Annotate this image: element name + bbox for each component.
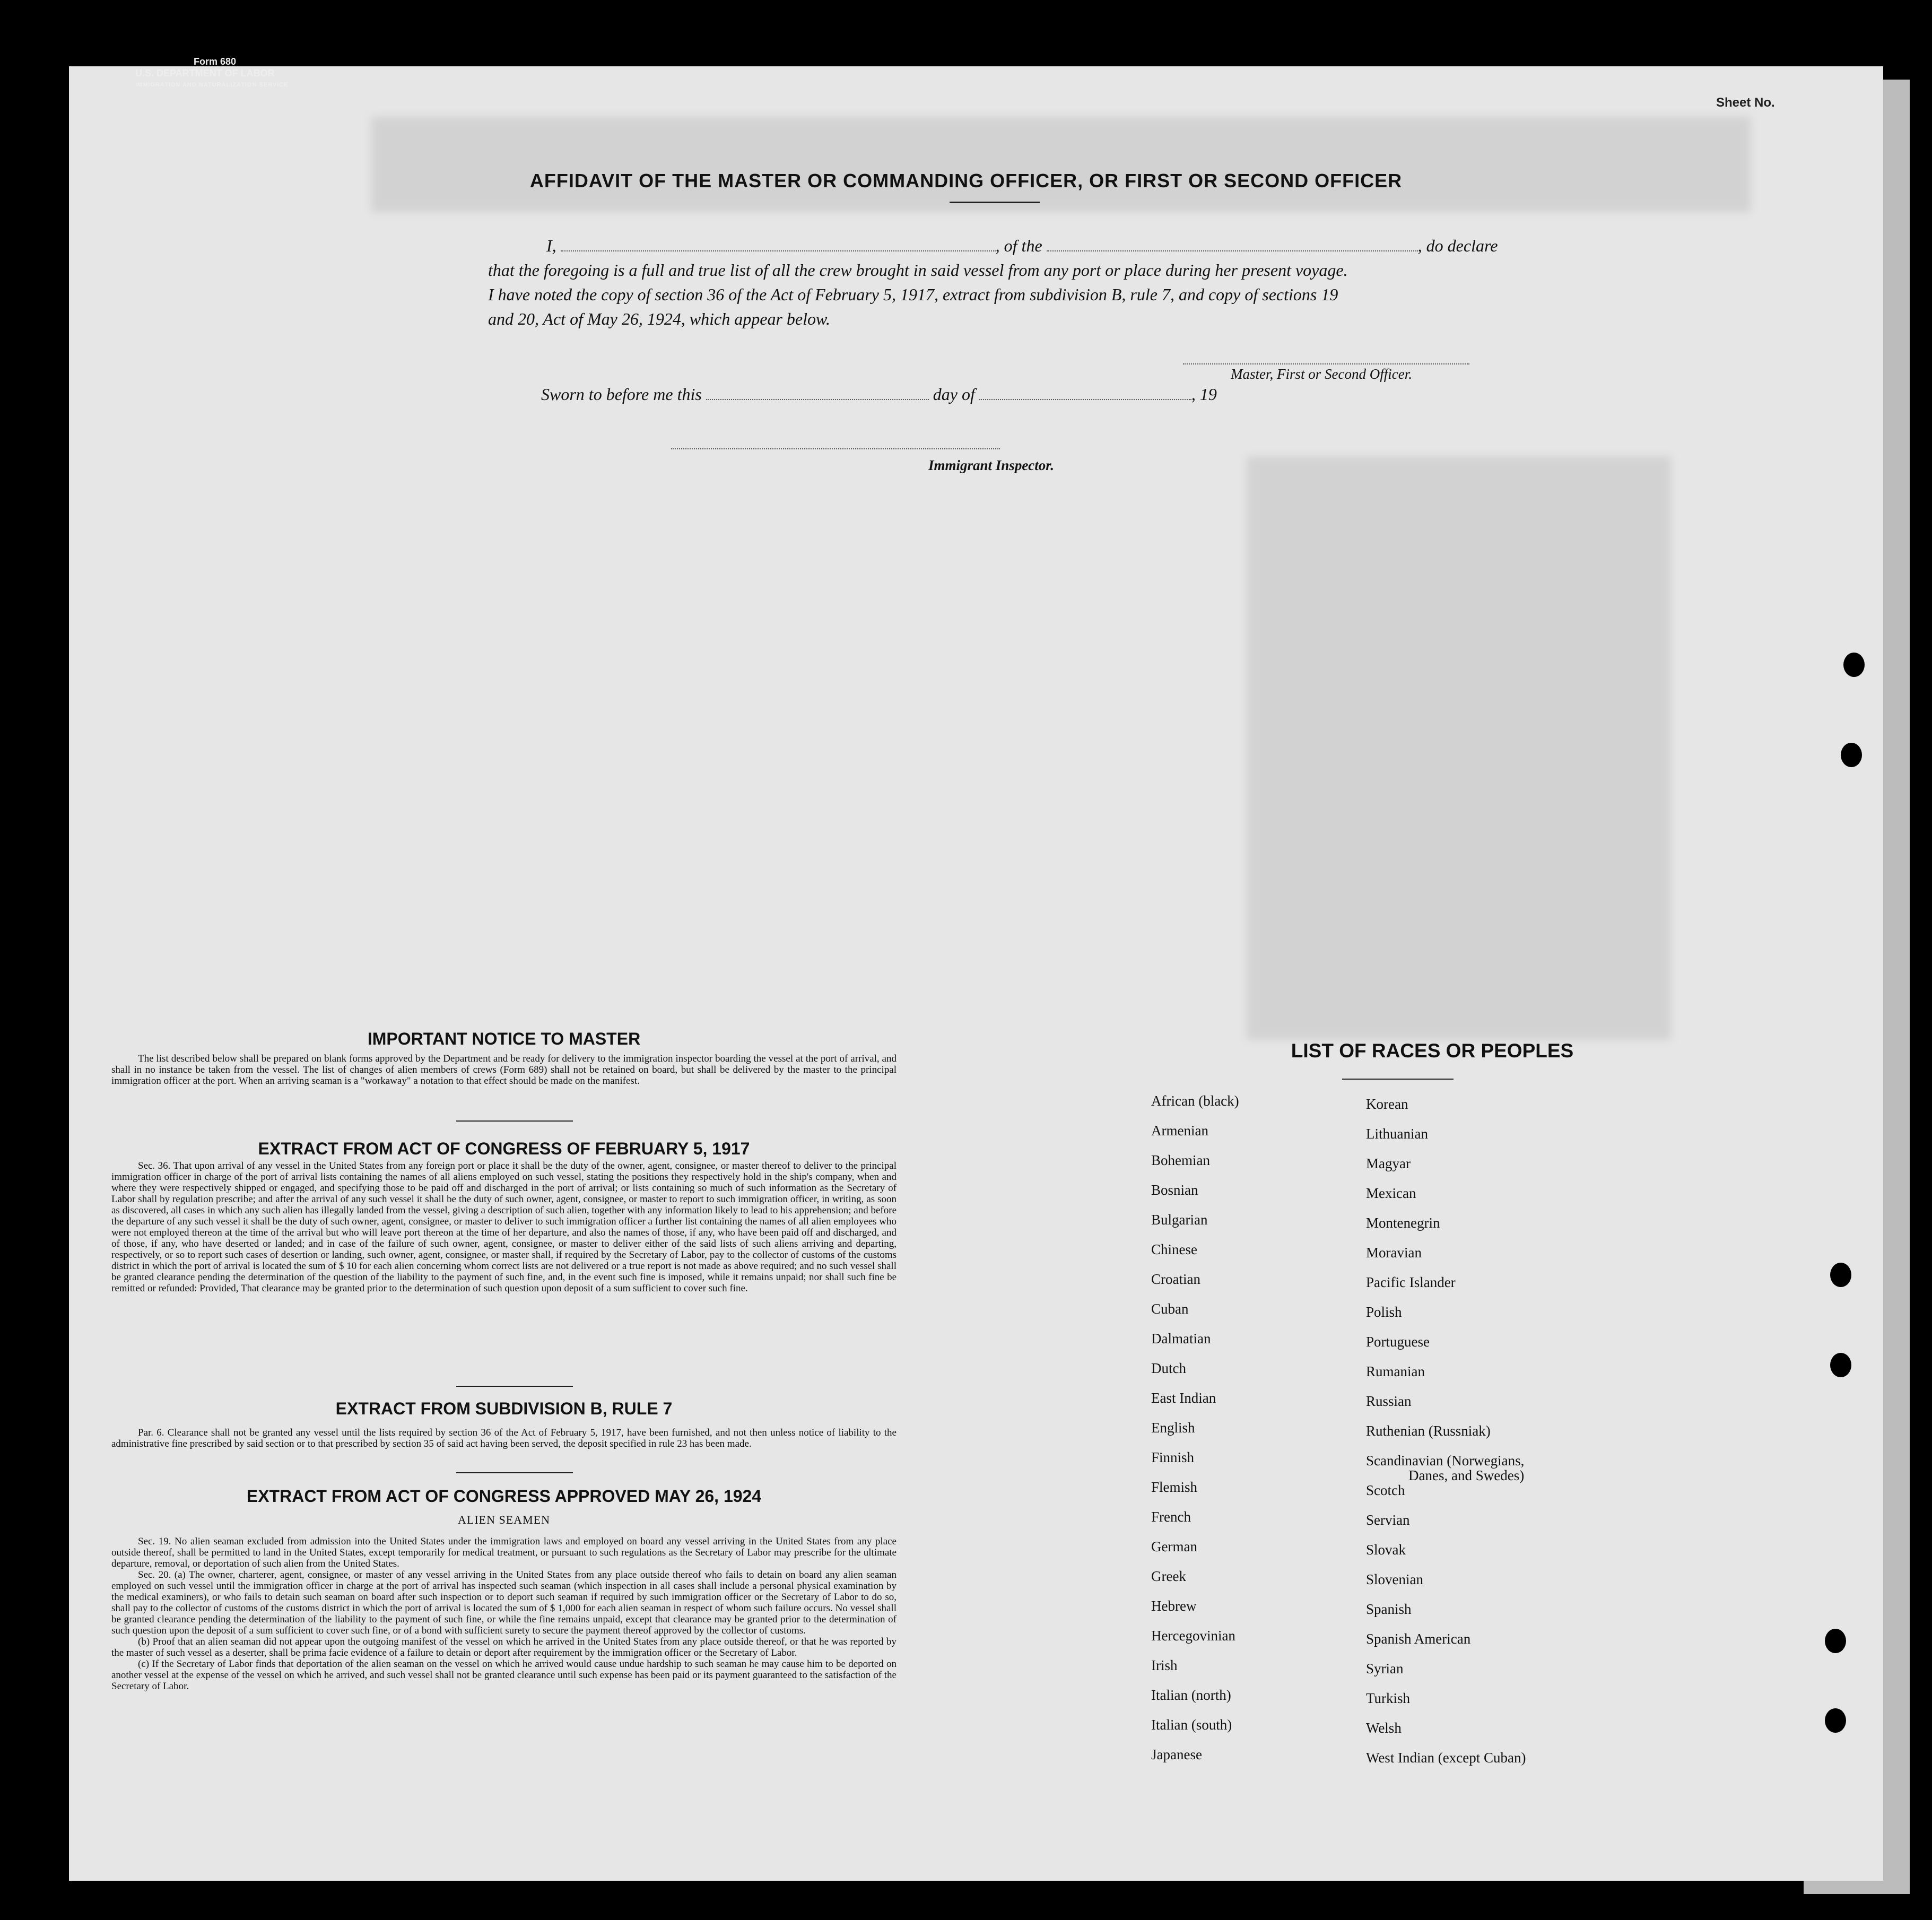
race-item: Scotch — [1366, 1482, 1405, 1498]
race-item: Lithuanian — [1366, 1126, 1428, 1142]
race-item: German — [1151, 1539, 1197, 1554]
race-item: Greek — [1151, 1568, 1186, 1584]
affidavit-i: I, — [546, 236, 556, 255]
race-item: Armenian — [1151, 1123, 1208, 1139]
binder-hole — [1843, 653, 1865, 677]
department-name: U.S. DEPARTMENT OF LABOR — [135, 68, 275, 79]
sheet-number-label: Sheet No. — [1716, 95, 1775, 110]
race-item: West Indian (except Cuban) — [1366, 1750, 1526, 1766]
race-item: Dalmatian — [1151, 1331, 1211, 1346]
bleed-through — [371, 117, 1751, 212]
extract-1917-title: EXTRACT FROM ACT OF CONGRESS OF FEBRUARY 5, 1917 — [258, 1139, 750, 1158]
binder-hole — [1825, 1629, 1846, 1653]
rule-7-rule — [456, 1472, 573, 1473]
alien-seamen-subtitle: ALIEN SEAMEN — [458, 1513, 550, 1526]
notice-text: The list described below shall be prepared on blank forms approved by the Department and be ready for delivery to the immigration inspector boarding the vessel at the port of arrival, and shall in no instance be taken from the vessel. The list of changes of alien members of crews (Form 689) shall not be retained on board, but shall be delivered by the master to the principal immigration officer at the port. When an arriving seaman is a "workaway" a notation to that effect should be made on the manifest. — [111, 1053, 897, 1087]
vessel-name-field[interactable] — [1047, 234, 1418, 251]
race-item: Ruthenian (Russniak) — [1366, 1423, 1491, 1439]
section-19-text: Sec. 19. No alien seaman excluded from admission into the United States under the immigration laws and employed on board any vessel arriving in the United States from any place outside thereof, shall be permitted to land in the United States, except temporarily for medical treatment, or pursuant to such regulations as the Secretary of Labor may prescribe for the ultimate departure, removal, or deportation of such alien from the United States. — [111, 1536, 897, 1569]
race-item: East Indian — [1151, 1390, 1216, 1406]
binder-hole — [1841, 743, 1862, 767]
binder-hole — [1830, 1353, 1851, 1377]
race-item: Bulgarian — [1151, 1212, 1208, 1228]
race-item: Slovak — [1366, 1542, 1406, 1558]
race-item: Chinese — [1151, 1241, 1197, 1257]
race-item: Servian — [1366, 1512, 1410, 1528]
officer-name-field[interactable] — [561, 234, 996, 251]
races-right-column — [1366, 1096, 1526, 1779]
race-item: Moravian — [1366, 1245, 1422, 1261]
race-item: Hercegovinian — [1151, 1628, 1235, 1644]
sworn-year: , 19 — [1191, 385, 1217, 404]
race-item: Mexican — [1366, 1185, 1416, 1201]
race-item: Magyar — [1366, 1156, 1411, 1171]
race-item: Syrian — [1366, 1661, 1404, 1676]
race-item: Japanese — [1151, 1747, 1202, 1762]
race-item: Welsh — [1366, 1720, 1402, 1736]
extract-1924-body — [111, 1536, 897, 1692]
inspector-signature-field[interactable] — [671, 432, 1000, 449]
race-item: Montenegrin — [1366, 1215, 1440, 1231]
notice-rule — [456, 1120, 573, 1122]
race-item: Polish — [1366, 1304, 1402, 1320]
race-item: Portuguese — [1366, 1334, 1430, 1350]
race-item: Cuban — [1151, 1301, 1189, 1317]
races-title: LIST OF RACES OR PEOPLES — [1291, 1040, 1574, 1062]
title-rule — [950, 202, 1040, 203]
race-item: Italian (north) — [1151, 1687, 1231, 1703]
race-item: Bosnian — [1151, 1182, 1198, 1198]
section-20a-text: Sec. 20. (a) The owner, charterer, agent, consignee, or master of any vessel arriving in the United States from any place outside thereof who fails to detain on board any alien seaman employed on such vessel until the immigration officer in charge at the port of arrival has inspected such seaman (which inspection in all cases shall include a personal physical examination by the medical examiners), or who fails to detain such seaman on board after such inspection or to deport such seaman if required by such immigration officer or the Secretary of Labor to do so, shall pay to the collector of customs of the customs district in which the port of arrival is located the sum of $ 1,000 for each alien seaman in respect of whom such failure occurs. No vessel shall be granted clearance pending the determination of the liability to the payment of such fine, or while the fine remains unpaid, except that clearance may be granted prior to the determination of such question upon the deposit of a sum sufficient to cover such fine, or of a bond with sufficient surety to secure the payment thereof approved by the collector of customs. — [111, 1569, 897, 1636]
race-item: Finnish — [1151, 1449, 1195, 1465]
races-rule — [1342, 1079, 1454, 1080]
race-item: Slovenian — [1366, 1571, 1423, 1587]
notice-title: IMPORTANT NOTICE TO MASTER — [367, 1029, 641, 1048]
races-left-column — [1151, 1093, 1239, 1776]
master-signature-field[interactable] — [1183, 347, 1469, 364]
bleed-through — [1247, 456, 1671, 1040]
race-item: Hebrew — [1151, 1598, 1197, 1614]
race-item: African (black) — [1151, 1093, 1239, 1109]
race-item: Dutch — [1151, 1360, 1186, 1376]
form-header — [135, 56, 289, 91]
race-item: Flemish — [1151, 1479, 1198, 1495]
extract-1924-title: EXTRACT FROM ACT OF CONGRESS APPROVED MAY 26, 1924 — [246, 1487, 762, 1506]
race-item: Bohemian — [1151, 1152, 1210, 1168]
race-item: Korean — [1366, 1096, 1408, 1112]
race-item: English — [1151, 1420, 1195, 1436]
race-item: Turkish — [1366, 1690, 1411, 1706]
service-name: IMMIGRATION AND NATURALIZATION SERVICE — [135, 82, 289, 88]
master-signature-label: Master, First or Second Officer. — [1231, 366, 1412, 382]
binder-hole — [1830, 1263, 1851, 1287]
binder-hole — [1825, 1708, 1846, 1733]
sworn-day-of: day of — [933, 385, 975, 404]
rule-7-text: Par. 6. Clearance shall not be granted any vessel until the lists required by section 36 of the Act of February 5, 1917, have been furnished, and not then unless notice of liability to the administrative fine prescribed by said section or to that prescribed by section 35 of said act having been served, the deposit specified in rule 23 has been made. — [111, 1427, 897, 1449]
rule-7-title: EXTRACT FROM SUBDIVISION B, RULE 7 — [335, 1399, 673, 1418]
race-item: Irish — [1151, 1657, 1178, 1673]
affidavit-declare: , do declare — [1417, 236, 1498, 255]
sworn-day-field[interactable] — [706, 383, 929, 400]
race-item: Croatian — [1151, 1271, 1200, 1287]
affidavit-of-the: , of the — [995, 236, 1042, 255]
sworn-line — [541, 382, 1337, 406]
extract-1917-rule — [456, 1386, 573, 1387]
race-item: Scandinavian (Norwegians, — [1366, 1453, 1525, 1469]
race-item: Italian (south) — [1151, 1717, 1232, 1733]
race-item: Spanish American — [1366, 1631, 1471, 1647]
inspector-label: Immigrant Inspector. — [928, 457, 1055, 473]
affidavit-line-1 — [488, 233, 1517, 258]
affidavit-line-3: I have noted the copy of section 36 of the Act of February 5, 1917, extract from subdivision B, rule 7, and copy of sections 19 — [488, 285, 1338, 304]
section-20b-text: (b) Proof that an alien seaman did not appear upon the outgoing manifest of the vessel on which he arrived in the United States from any place outside thereof, or that he was reported by the master of such vessel as a deserter, shall be prima facie evidence of a failure to detain or deport after requirement by the immigration officer or the Secretary of Labor. — [111, 1636, 897, 1658]
race-item: Spanish — [1366, 1601, 1412, 1617]
section-20c-text: (c) If the Secretary of Labor finds that deportation of the alien seaman on the vessel on which he arrived would cause undue hardship to such seaman he may cause him to be deported on another vessel at the expense of the vessel on which he arrived, and such vessel shall not be granted clearance until such expense has been paid or its payment guaranteed to the satisfaction of the Secretary of Labor. — [111, 1658, 897, 1692]
race-item: Danes, and Swedes) — [1408, 1467, 1525, 1483]
extract-1917-text: Sec. 36. That upon arrival of any vessel in the United States from any foreign port or place it shall be the duty of the owner, agent, consignee, or master thereof to deliver to the principal immigration officer in charge of the port of arrival lists containing the names of all aliens employed on such vessel, stating the positions they respectively hold in the ship's company, when and where they were respectively shipped or engaged, and specifying those to be paid off and discharged in the port of arrival; or lists containing so much of such information as the Secretary of Labor shall by regulation prescribe; and after the arrival of any such vessel it shall be the duty of such owner, agent, consignee, or master to report to such immigration officer, in writing, as soon as discovered, all cases in which any such alien has illegally landed from the vessel, giving a description of such alien, together with any information likely to lead to his apprehension; and before the departure of any such vessel it shall be the duty of such owner, agent, consignee, or master to deliver to such immigration officer a further list containing the names of all alien employees who were not employed thereon at the time of the arrival but who will leave port thereon at the time of her departure, and also the names of those, if any, who have been paid off and discharged, and of those, if any, who have deserted or landed; and in case of the failure of such owner, agent, consignee, or master to deliver either of the said lists of such aliens arriving and departing, respectively, or so to report such cases of desertion or landing, such owner, agent, consignee, or master shall, if required by the Secretary of Labor, pay to the collector of customs of the customs district in which the port of arrival is located the sum of $ 10 for each alien concerning whom correct lists are not delivered or a true report is not made as above required; and no such vessel shall be granted clearance pending the determination of the question of the liability to the payment of such fine, and, in the event such fine is imposed, while it remains unpaid; nor shall such fine be remitted or refunded: Provided, That clearance may be granted prior to the determination of such question upon deposit of a sum sufficient to cover such fine. — [111, 1160, 897, 1294]
race-item: Pacific Islander — [1366, 1274, 1456, 1290]
form-number: Form 680 — [194, 56, 237, 67]
race-item: French — [1151, 1509, 1191, 1525]
affidavit-line-4: and 20, Act of May 26, 1924, which appear below. — [488, 309, 830, 328]
affidavit-statement — [488, 233, 1517, 331]
race-item: Russian — [1366, 1393, 1412, 1409]
race-item: Rumanian — [1366, 1363, 1425, 1379]
sworn-text: Sworn to before me this — [541, 385, 702, 404]
affidavit-title: AFFIDAVIT OF THE MASTER OR COMMANDING OFFICER, OR FIRST OR SECOND OFFICER — [529, 170, 1403, 192]
sworn-month-field[interactable] — [979, 383, 1191, 400]
affidavit-line-2: that the foregoing is a full and true list of all the crew brought in said vessel from any port or place during her present voyage. — [488, 260, 1348, 280]
